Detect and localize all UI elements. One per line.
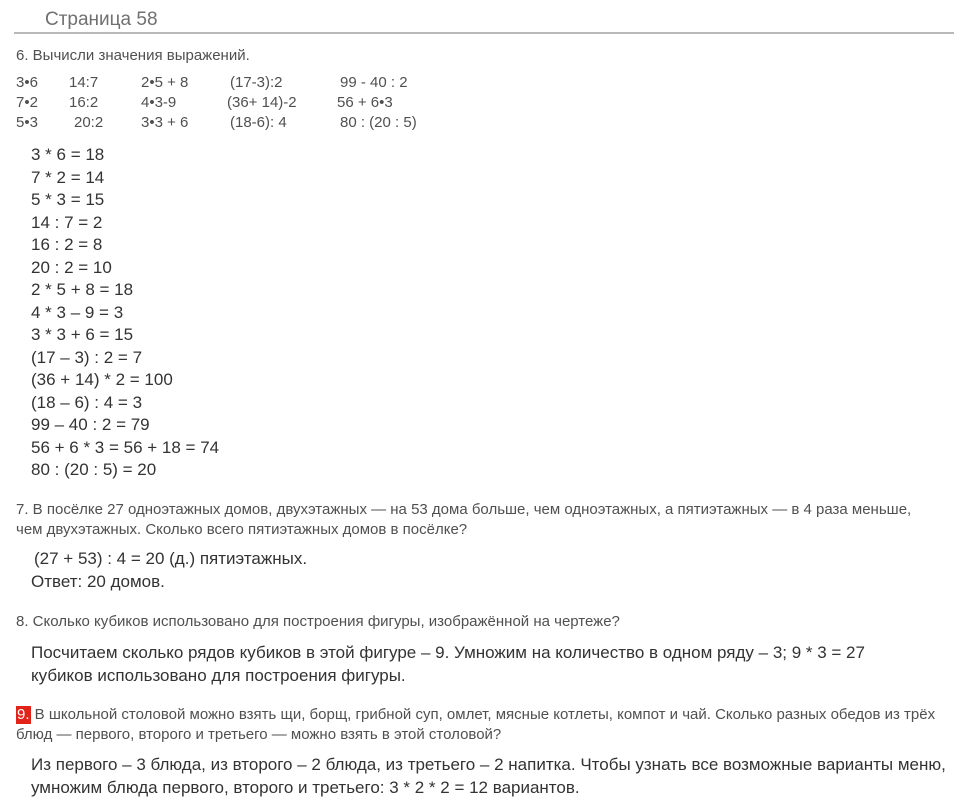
expression: 14:7 (69, 74, 99, 91)
expression: 56 + 6•3 (337, 94, 393, 111)
page-title: Страница 58 (45, 9, 158, 30)
expression: 3•6 (16, 74, 38, 91)
answer-line: 5 * 3 = 15 (31, 190, 105, 209)
task-7-answer-line: Ответ: 20 домов. (31, 572, 165, 591)
expression: (18-6): 4 (230, 114, 287, 131)
expression: 16:2 (69, 94, 99, 111)
expression: (17-3):2 (230, 74, 283, 91)
answer-line: 16 : 2 = 8 (31, 235, 103, 254)
answer-line: 4 * 3 – 9 = 3 (31, 302, 124, 322)
answer-line: 99 – 40 : 2 = 79 (31, 415, 150, 434)
task-9-prompt-text: В школьной столовой можно взять щи, борщ, грибной суп, омлет, мясные котлеты, компот и чай. Сколько разных обедов из трёх блюд — первого, второго и третьего — можно взять в этой столовой? (16, 706, 936, 743)
task-9-prompt (16, 705, 941, 745)
task-9-solution: Из первого – 3 блюда, из второго – 2 блюда, из третьего – 2 напитка. Чтобы узнать все возможные варианты меню, умножим блюда первого, второго и третьего: 3 * 2 * 2 = 12 вариантов. (31, 755, 946, 797)
expression: 80 : (20 : 5) (340, 114, 417, 131)
page-header (14, 8, 954, 34)
task-8-solution: Посчитаем сколько рядов кубиков в этой фигуре – 9. Умножим на количество в одном ряду – 3; 9 * 3 = 27 кубиков использовано для построения фигуры. (31, 643, 865, 685)
answer-line: (17 – 3) : 2 = 7 (31, 347, 143, 367)
answer-line: (36 + 14) * 2 = 100 (31, 370, 173, 389)
expression: 4•3-9 (141, 94, 177, 111)
task-7-solution-line: (27 + 53) : 4 = 20 (д.) пятиэтажных. (34, 549, 308, 568)
answer-line: 56 + 6 * 3 = 56 + 18 = 74 (31, 437, 220, 457)
task-8-prompt: 8. Сколько кубиков использовано для построения фигуры, изображённой на чертеже? (16, 613, 620, 630)
task-7-prompt: 7. В посёлке 27 одноэтажных домов, двухэтажных — на 53 дома больше, чем одноэтажных, а пятиэтажных — в 4 раза меньше, чем двухэтажных. Сколько всего пятиэтажных домов в посёлке? (16, 501, 912, 538)
task-6-answers (31, 144, 219, 482)
answer-line: 80 : (20 : 5) = 20 (31, 460, 157, 479)
expression: 5•3 (16, 114, 38, 131)
expression: 20:2 (74, 114, 104, 131)
expression: 7•2 (16, 94, 38, 111)
task-7-solution (31, 547, 954, 593)
expression: 2•5 + 8 (141, 74, 189, 91)
answer-line: 20 : 2 = 10 (31, 257, 112, 277)
expression: (36+ 14)-2 (227, 94, 297, 111)
answer-line: 3 * 6 = 18 (31, 145, 105, 164)
expression: 99 - 40 : 2 (340, 74, 408, 91)
answer-line: 7 * 2 = 14 (31, 167, 105, 187)
answer-line: 3 * 3 + 6 = 15 (31, 325, 134, 344)
task-6-prompt: 6. Вычисли значения выражений. (16, 47, 250, 64)
answer-line: 2 * 5 + 8 = 18 (31, 280, 134, 299)
expression: 3•3 + 6 (141, 114, 189, 131)
answer-line: (18 – 6) : 4 = 3 (31, 392, 143, 412)
task-number-badge: 9. (17, 706, 30, 723)
answer-line: 14 : 7 = 2 (31, 212, 103, 232)
